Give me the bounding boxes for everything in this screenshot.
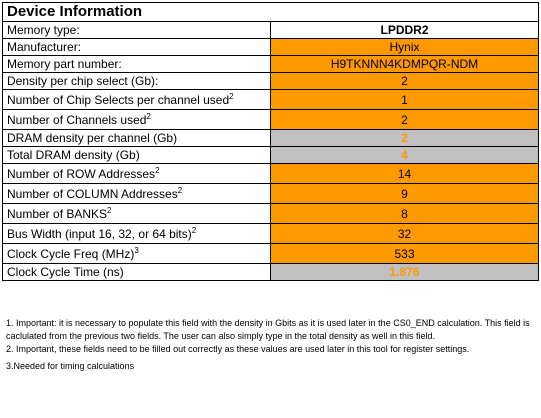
footnote-marker: 2 [107, 205, 112, 215]
table-row [3, 224, 539, 244]
row-label-cell[interactable] [3, 110, 271, 130]
row-label-cell[interactable] [3, 39, 271, 56]
row-value: H9TKNNN4KDMPQR-NDM [330, 57, 479, 71]
row-label-cell[interactable] [3, 224, 271, 244]
row-value-cell[interactable] [271, 73, 539, 90]
row-value-cell[interactable] [271, 224, 539, 244]
row-label: Total DRAM density (Gb) [7, 148, 140, 162]
row-value-cell[interactable] [271, 39, 539, 56]
footnote-marker: 2 [177, 185, 183, 195]
row-label-cell[interactable] [3, 22, 271, 39]
table-row [3, 56, 539, 73]
row-label: Clock Cycle Time (ns) [7, 265, 124, 279]
row-value: LPDDR2 [380, 23, 429, 37]
row-label: Number of Chip Selects per channel used [7, 92, 230, 107]
row-label-cell[interactable] [3, 264, 271, 281]
row-label: Manufacturer: [7, 40, 82, 54]
row-value-cell[interactable] [271, 90, 539, 110]
row-label-cell[interactable] [3, 56, 271, 73]
footnote-2: 2. Important, these fields need to be filled out correctly as these values are used later in this tool for register settings. [6, 344, 470, 354]
row-value: 2 [401, 74, 408, 88]
footnote-marker: 3 [134, 245, 139, 255]
table-row [3, 164, 539, 184]
row-label: Number of COLUMN Addresses [7, 186, 178, 201]
row-label-cell[interactable] [3, 244, 271, 264]
row-label-cell[interactable] [3, 73, 271, 90]
row-label: DRAM density per channel (Gb) [7, 131, 178, 145]
row-label: Memory part number: [7, 57, 122, 71]
footnote-1: 1. Important: it is necessary to populate this field with the density in Gbits as it is used later in the CS0_END calculation. This field is caclulated from the previous two fields. The user can also simply type in the total density as well in this field. [6, 318, 530, 341]
row-value: 4 [401, 148, 408, 162]
row-label: Number of ROW Addresses [7, 166, 156, 181]
row-value: Hynix [389, 40, 420, 54]
row-value-cell[interactable] [271, 244, 539, 264]
row-label-cell[interactable] [3, 164, 271, 184]
row-value: 1.876 [389, 265, 420, 279]
row-value-cell[interactable] [271, 184, 539, 204]
row-value-cell[interactable] [271, 147, 539, 164]
row-value: 8 [401, 206, 408, 221]
table-row [3, 110, 539, 130]
row-value-cell[interactable] [271, 204, 539, 224]
table-row [3, 90, 539, 110]
row-value-cell[interactable] [271, 22, 539, 39]
table-row [3, 22, 539, 39]
row-value-cell[interactable] [271, 110, 539, 130]
row-label-cell[interactable] [3, 147, 271, 164]
row-value: 533 [394, 246, 415, 261]
title-cell[interactable] [3, 3, 539, 22]
row-value-cell[interactable] [271, 130, 539, 147]
row-label-cell[interactable] [3, 184, 271, 204]
table-row [3, 130, 539, 147]
footnote-marker: 2 [191, 225, 197, 235]
row-label: Memory type: [7, 23, 80, 37]
row-label-cell[interactable] [3, 204, 271, 224]
row-label: Density per chip select (Gb): [7, 74, 159, 88]
footnote-marker: 2 [146, 111, 151, 121]
device-info-table [2, 2, 539, 281]
row-label: Number of BANKS [7, 206, 108, 221]
row-value: 2 [401, 131, 408, 145]
table-row [3, 244, 539, 264]
table-row [3, 184, 539, 204]
row-value: 32 [397, 226, 412, 241]
table-row [3, 147, 539, 164]
table-row [3, 73, 539, 90]
footnote-marker: 2 [155, 165, 160, 175]
row-value: 14 [397, 166, 412, 181]
row-value-cell[interactable] [271, 164, 539, 184]
footnotes [6, 317, 534, 373]
title-row [3, 3, 539, 22]
row-label: Bus Width (input 16, 32, or 64 bits) [7, 226, 192, 241]
row-value: 2 [401, 112, 408, 127]
table-row [3, 204, 539, 224]
row-value: 1 [401, 92, 408, 107]
row-label-cell[interactable] [3, 130, 271, 147]
footnote-marker: 2 [229, 91, 234, 101]
table-row [3, 39, 539, 56]
row-value-cell[interactable] [271, 56, 539, 73]
row-label: Clock Cycle Freq (MHz) [7, 246, 135, 261]
row-value: 9 [401, 186, 408, 201]
row-value-cell[interactable] [271, 264, 539, 281]
row-label-cell[interactable] [3, 90, 271, 110]
section-title: Device Information [7, 3, 143, 20]
row-label: Number of Channels used [7, 112, 147, 127]
footnote-3: 3.Needed for timing calculations [6, 361, 135, 371]
table-row [3, 264, 539, 281]
